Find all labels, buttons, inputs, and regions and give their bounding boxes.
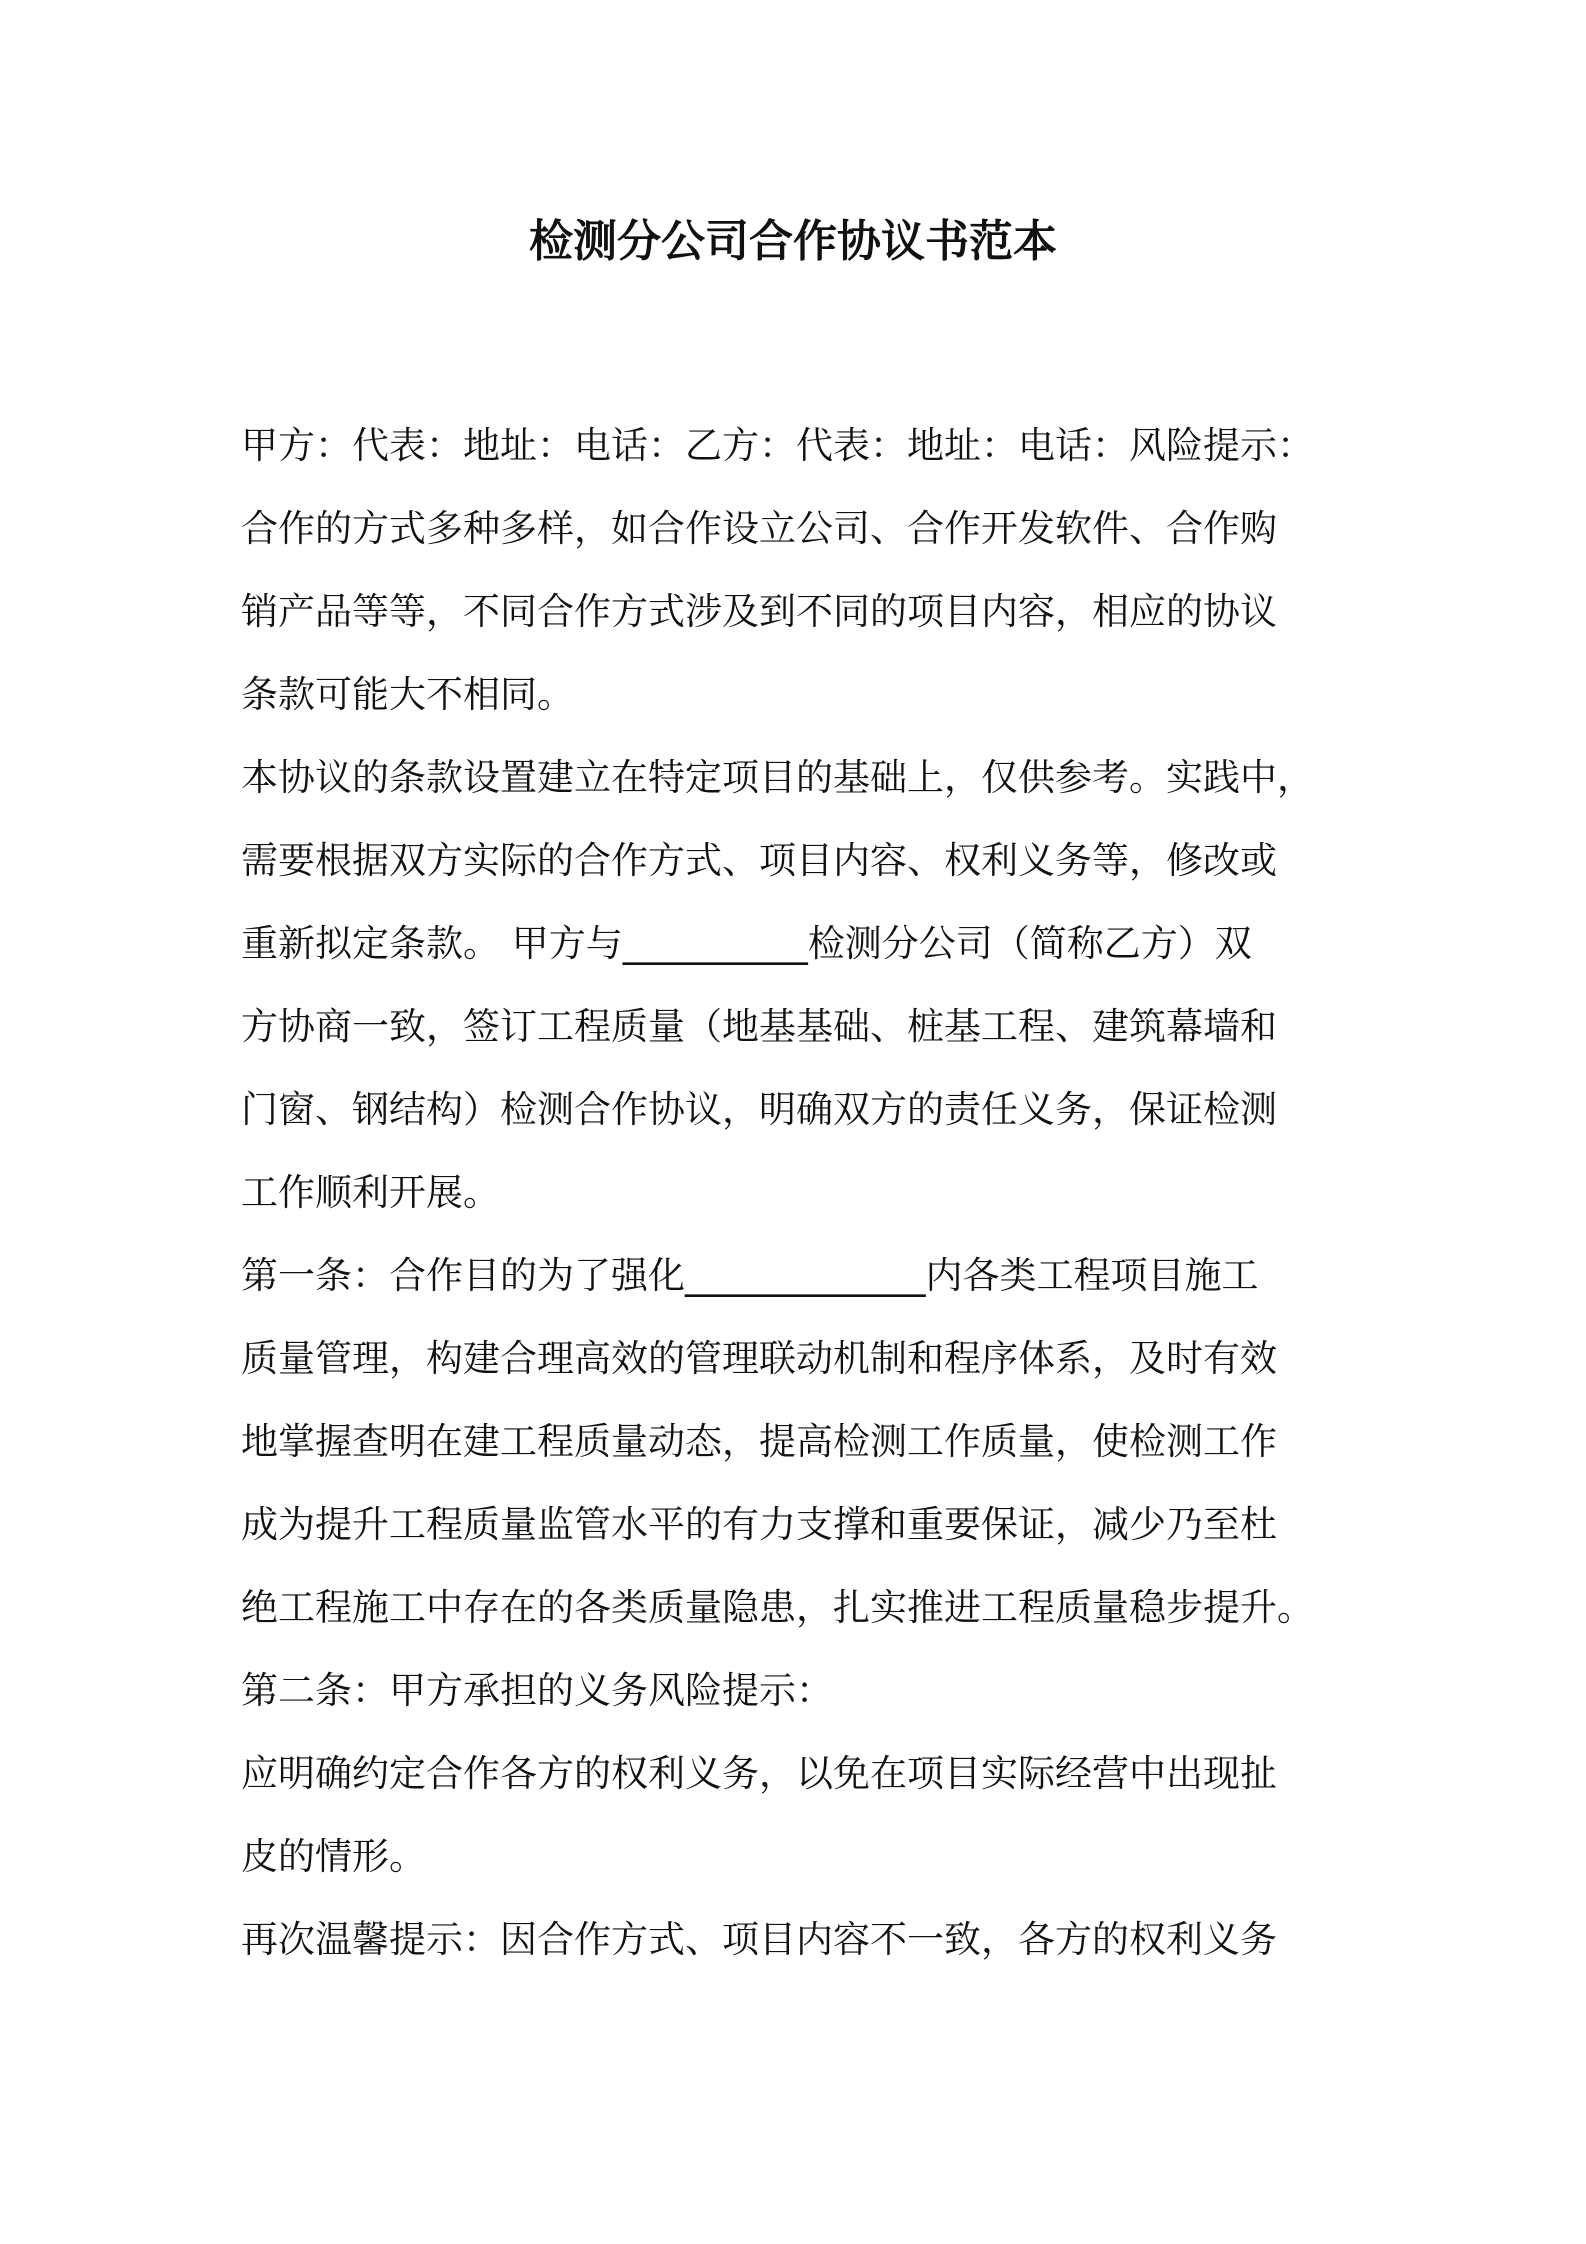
- body-line-7: 重新拟定条款。 甲方与__________检测分公司（简称乙方）双: [241, 922, 1252, 965]
- body-line-5: 本协议的条款设置建立在特定项目的基础上，仅供参考。实践中，: [241, 756, 1314, 799]
- article-1-line-2: 质量管理，构建合理高效的管理联动机制和程序体系，及时有效: [241, 1337, 1277, 1380]
- body-line-1: 甲方：代表：地址：电话：乙方：代表：地址：电话：风险提示：: [241, 424, 1314, 467]
- document-body: [241, 404, 1351, 1981]
- body-line-3: 销产品等等，不同合作方式涉及到不同的项目内容，相应的协议: [241, 590, 1277, 633]
- article-2-line-2: 皮的情形。: [241, 1835, 426, 1878]
- document-title: 检测分公司合作协议书范本: [529, 216, 1057, 267]
- body-line-10: 工作顺利开展。: [241, 1171, 500, 1214]
- article-2-line-1: 应明确约定合作各方的权利义务，以免在项目实际经营中出现扯: [241, 1752, 1277, 1795]
- article-1-line-4: 成为提升工程质量监管水平的有力支撑和重要保证，减少乃至杜: [241, 1503, 1277, 1546]
- body-line-4: 条款可能大不相同。: [241, 673, 574, 716]
- article-1-line-5: 绝工程施工中存在的各类质量隐患，扎实推进工程质量稳步提升。: [241, 1586, 1314, 1629]
- body-line-6: 需要根据双方实际的合作方式、项目内容、权利义务等，修改或: [241, 839, 1277, 882]
- reminder-line: 再次温馨提示：因合作方式、项目内容不一致，各方的权利义务: [241, 1918, 1277, 1961]
- article-1-line-1: 第一条：合作目的为了强化_____________内各类工程项目施工: [241, 1254, 1259, 1297]
- article-1-line-3: 地掌握查明在建工程质量动态，提高检测工作质量，使检测工作: [241, 1420, 1277, 1463]
- article-2-heading: 第二条：甲方承担的义务风险提示：: [241, 1669, 833, 1712]
- body-line-8: 方协商一致，签订工程质量（地基基础、桩基工程、建筑幕墙和: [241, 1005, 1277, 1048]
- body-line-2: 合作的方式多种多样，如合作设立公司、合作开发软件、合作购: [241, 507, 1277, 550]
- body-line-9: 门窗、钢结构）检测合作协议，明确双方的责任义务，保证检测: [241, 1088, 1277, 1131]
